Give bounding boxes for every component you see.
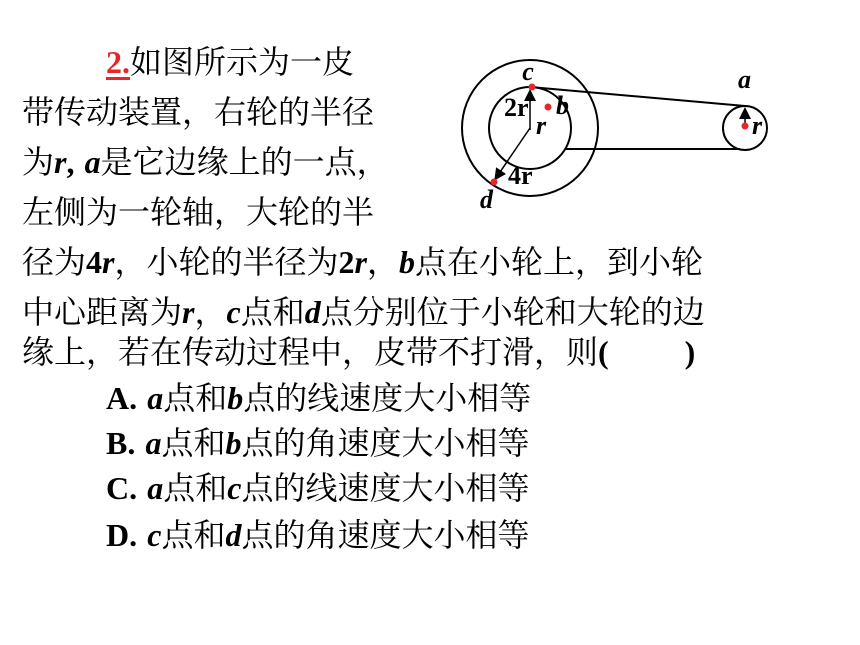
question-line-5 (22, 244, 703, 280)
text: 径为 (22, 243, 87, 281)
option-letter: C. (106, 470, 138, 506)
var: a (145, 425, 162, 461)
num-4: 4 (86, 244, 103, 280)
var-d: d (304, 294, 321, 330)
label-c: c (522, 57, 534, 86)
question-line-2 (22, 94, 374, 130)
label-2r: 2r (504, 93, 529, 122)
text: 点的角速度大小相等 (241, 424, 530, 462)
var: b (227, 380, 244, 416)
var-r: r (54, 144, 67, 180)
text: 点和 (240, 293, 305, 331)
option-d[interactable] (106, 517, 530, 553)
question-number: 2. (106, 44, 130, 80)
text: 点在小轮上，到小轮 (414, 243, 703, 281)
text: 点的角速度大小相等 (241, 516, 530, 554)
text: ， (194, 293, 227, 331)
text: , (66, 144, 75, 180)
point-a (742, 123, 749, 130)
label-d: d (480, 185, 493, 214)
question-text-1: 如图所示为一皮 (130, 43, 355, 81)
text: 点和 (163, 379, 228, 417)
question-line-6 (22, 294, 705, 330)
option-letter: B. (106, 425, 136, 461)
belt-drive-diagram (450, 50, 780, 220)
var: d (225, 517, 242, 553)
option-c[interactable] (106, 470, 530, 506)
label-4r: 4r (508, 161, 533, 190)
question-text-2: 带传动装置，右轮的半径 (22, 93, 375, 131)
label-a: a (738, 65, 751, 94)
text: 中心距离为 (22, 293, 183, 331)
text: ， (366, 243, 399, 281)
point-b (545, 104, 552, 111)
text: 点分别位于小轮和大轮的边 (320, 293, 705, 331)
answer-paren-open: ( (598, 334, 609, 370)
answer-paren-close: ) (684, 334, 696, 370)
question-text-7: 缘上，若在传动过程中，皮带不打滑，则 (22, 333, 599, 371)
text: ，小轮的半径为 (114, 243, 339, 281)
var: b (225, 425, 242, 461)
option-letter: D. (106, 517, 138, 553)
question-line-4 (22, 194, 374, 230)
var: a (147, 380, 164, 416)
label-r-inner: r (536, 111, 547, 140)
var-b: b (398, 244, 415, 280)
var-r: r (354, 244, 367, 280)
text: 点的线速度大小相等 (243, 379, 532, 417)
option-a[interactable] (106, 380, 531, 416)
var-c: c (226, 294, 241, 330)
text: 点和 (163, 469, 228, 507)
var-r: r (182, 294, 195, 330)
label-r-right: r (752, 111, 763, 140)
num-2: 2 (338, 244, 355, 280)
question-line-3 (22, 144, 389, 180)
text: 点和 (161, 516, 226, 554)
text: 点和 (161, 424, 226, 462)
question-line-7 (22, 334, 695, 370)
var: c (147, 517, 162, 553)
option-b[interactable] (106, 425, 530, 461)
question-text-4: 左侧为一轮轴，大轮的半 (22, 193, 375, 231)
var-r: r (102, 244, 115, 280)
var-a: a (84, 144, 101, 180)
question-line-1 (106, 44, 354, 80)
text: 为 (22, 143, 55, 181)
option-letter: A. (106, 380, 138, 416)
var: a (147, 470, 164, 506)
text: 点的线速度大小相等 (241, 469, 530, 507)
text: 是它边缘上的一点， (100, 143, 389, 181)
var: c (227, 470, 242, 506)
label-b: b (556, 91, 569, 120)
